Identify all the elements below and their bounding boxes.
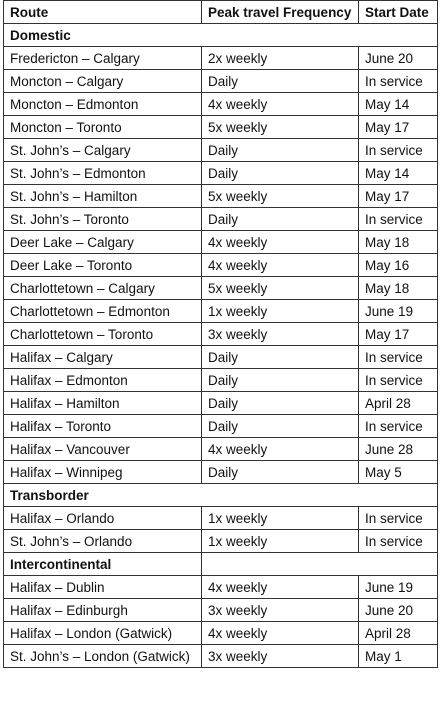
frequency-cell: Daily	[202, 461, 359, 484]
frequency-cell: Daily	[202, 415, 359, 438]
table-row	[4, 208, 438, 231]
route-cell: Charlottetown – Edmonton	[4, 300, 202, 323]
start-date-cell: June 19	[359, 300, 438, 323]
table-row	[4, 530, 438, 553]
frequency-cell: 4x weekly	[202, 438, 359, 461]
frequency-cell: 4x weekly	[202, 93, 359, 116]
route-cell: Deer Lake – Calgary	[4, 231, 202, 254]
route-cell: Halifax – Edinburgh	[4, 599, 202, 622]
frequency-cell: Daily	[202, 392, 359, 415]
start-date-cell: May 17	[359, 116, 438, 139]
frequency-cell: 1x weekly	[202, 507, 359, 530]
route-cell: Charlottetown – Calgary	[4, 277, 202, 300]
header-route: Route	[4, 1, 202, 24]
route-cell: Halifax – Hamilton	[4, 392, 202, 415]
start-date-cell: In service	[359, 369, 438, 392]
table-body	[4, 24, 438, 668]
route-cell: Halifax – London (Gatwick)	[4, 622, 202, 645]
table-row	[4, 162, 438, 185]
table-row	[4, 461, 438, 484]
route-cell: Halifax – Toronto	[4, 415, 202, 438]
route-cell: Moncton – Calgary	[4, 70, 202, 93]
table-row	[4, 47, 438, 70]
frequency-cell: 1x weekly	[202, 300, 359, 323]
table-row	[4, 300, 438, 323]
frequency-cell: Daily	[202, 208, 359, 231]
frequency-cell: 3x weekly	[202, 645, 359, 668]
route-cell: St. John’s – London (Gatwick)	[4, 645, 202, 668]
frequency-cell: Daily	[202, 369, 359, 392]
frequency-cell: Daily	[202, 346, 359, 369]
header-start-date: Start Date	[359, 1, 438, 24]
start-date-cell: May 1	[359, 645, 438, 668]
route-cell: Moncton – Edmonton	[4, 93, 202, 116]
start-date-cell: April 28	[359, 392, 438, 415]
table-row	[4, 277, 438, 300]
frequency-cell: 5x weekly	[202, 185, 359, 208]
frequency-cell: 4x weekly	[202, 254, 359, 277]
route-cell: Halifax – Edmonton	[4, 369, 202, 392]
start-date-cell: May 5	[359, 461, 438, 484]
table-row	[4, 231, 438, 254]
frequency-cell: 5x weekly	[202, 116, 359, 139]
route-cell: St. John’s – Orlando	[4, 530, 202, 553]
route-cell: St. John’s – Edmonton	[4, 162, 202, 185]
route-cell: Fredericton – Calgary	[4, 47, 202, 70]
frequency-cell: 2x weekly	[202, 47, 359, 70]
frequency-cell: 5x weekly	[202, 277, 359, 300]
start-date-cell: In service	[359, 530, 438, 553]
start-date-cell: May 18	[359, 231, 438, 254]
section-row	[4, 553, 438, 576]
route-cell: Halifax – Orlando	[4, 507, 202, 530]
start-date-cell: June 28	[359, 438, 438, 461]
section-title: Intercontinental	[4, 553, 202, 576]
table-row	[4, 645, 438, 668]
frequency-cell: Daily	[202, 162, 359, 185]
route-cell: Halifax – Dublin	[4, 576, 202, 599]
table-row	[4, 70, 438, 93]
start-date-cell: In service	[359, 208, 438, 231]
table-row	[4, 438, 438, 461]
frequency-cell: Daily	[202, 70, 359, 93]
section-row	[4, 484, 438, 507]
start-date-cell: In service	[359, 139, 438, 162]
table-row	[4, 254, 438, 277]
frequency-cell: 4x weekly	[202, 622, 359, 645]
route-cell: St. John’s – Calgary	[4, 139, 202, 162]
start-date-cell: May 14	[359, 162, 438, 185]
table-row	[4, 369, 438, 392]
table-row	[4, 576, 438, 599]
start-date-cell: June 20	[359, 47, 438, 70]
start-date-cell: June 19	[359, 576, 438, 599]
table-row	[4, 93, 438, 116]
table-row	[4, 139, 438, 162]
route-cell: Deer Lake – Toronto	[4, 254, 202, 277]
route-cell: St. John’s – Hamilton	[4, 185, 202, 208]
section-filler	[202, 484, 438, 507]
route-cell: Charlottetown – Toronto	[4, 323, 202, 346]
frequency-cell: 3x weekly	[202, 599, 359, 622]
start-date-cell: May 14	[359, 93, 438, 116]
start-date-cell: April 28	[359, 622, 438, 645]
table-row	[4, 415, 438, 438]
header-row	[4, 1, 438, 24]
start-date-cell: In service	[359, 507, 438, 530]
section-row	[4, 24, 438, 47]
frequency-cell: Daily	[202, 139, 359, 162]
route-cell: Halifax – Calgary	[4, 346, 202, 369]
route-cell: Halifax – Vancouver	[4, 438, 202, 461]
section-filler	[202, 24, 438, 47]
route-cell: Moncton – Toronto	[4, 116, 202, 139]
frequency-cell: 4x weekly	[202, 231, 359, 254]
start-date-cell: May 17	[359, 185, 438, 208]
table-row	[4, 346, 438, 369]
start-date-cell: In service	[359, 70, 438, 93]
route-cell: St. John’s – Toronto	[4, 208, 202, 231]
table-row	[4, 116, 438, 139]
start-date-cell: In service	[359, 415, 438, 438]
start-date-cell: June 20	[359, 599, 438, 622]
start-date-cell: May 17	[359, 323, 438, 346]
frequency-cell: 1x weekly	[202, 530, 359, 553]
table-row	[4, 599, 438, 622]
routes-table	[3, 0, 438, 668]
table-row	[4, 622, 438, 645]
table-row	[4, 507, 438, 530]
start-date-cell: May 18	[359, 277, 438, 300]
section-title: Domestic	[4, 24, 202, 47]
table-row	[4, 323, 438, 346]
start-date-cell: May 16	[359, 254, 438, 277]
start-date-cell: In service	[359, 346, 438, 369]
frequency-cell: 3x weekly	[202, 323, 359, 346]
table-row	[4, 392, 438, 415]
table-row	[4, 185, 438, 208]
section-filler	[202, 553, 438, 576]
route-cell: Halifax – Winnipeg	[4, 461, 202, 484]
frequency-cell: 4x weekly	[202, 576, 359, 599]
section-title: Transborder	[4, 484, 202, 507]
header-frequency: Peak travel Frequency	[202, 1, 359, 24]
